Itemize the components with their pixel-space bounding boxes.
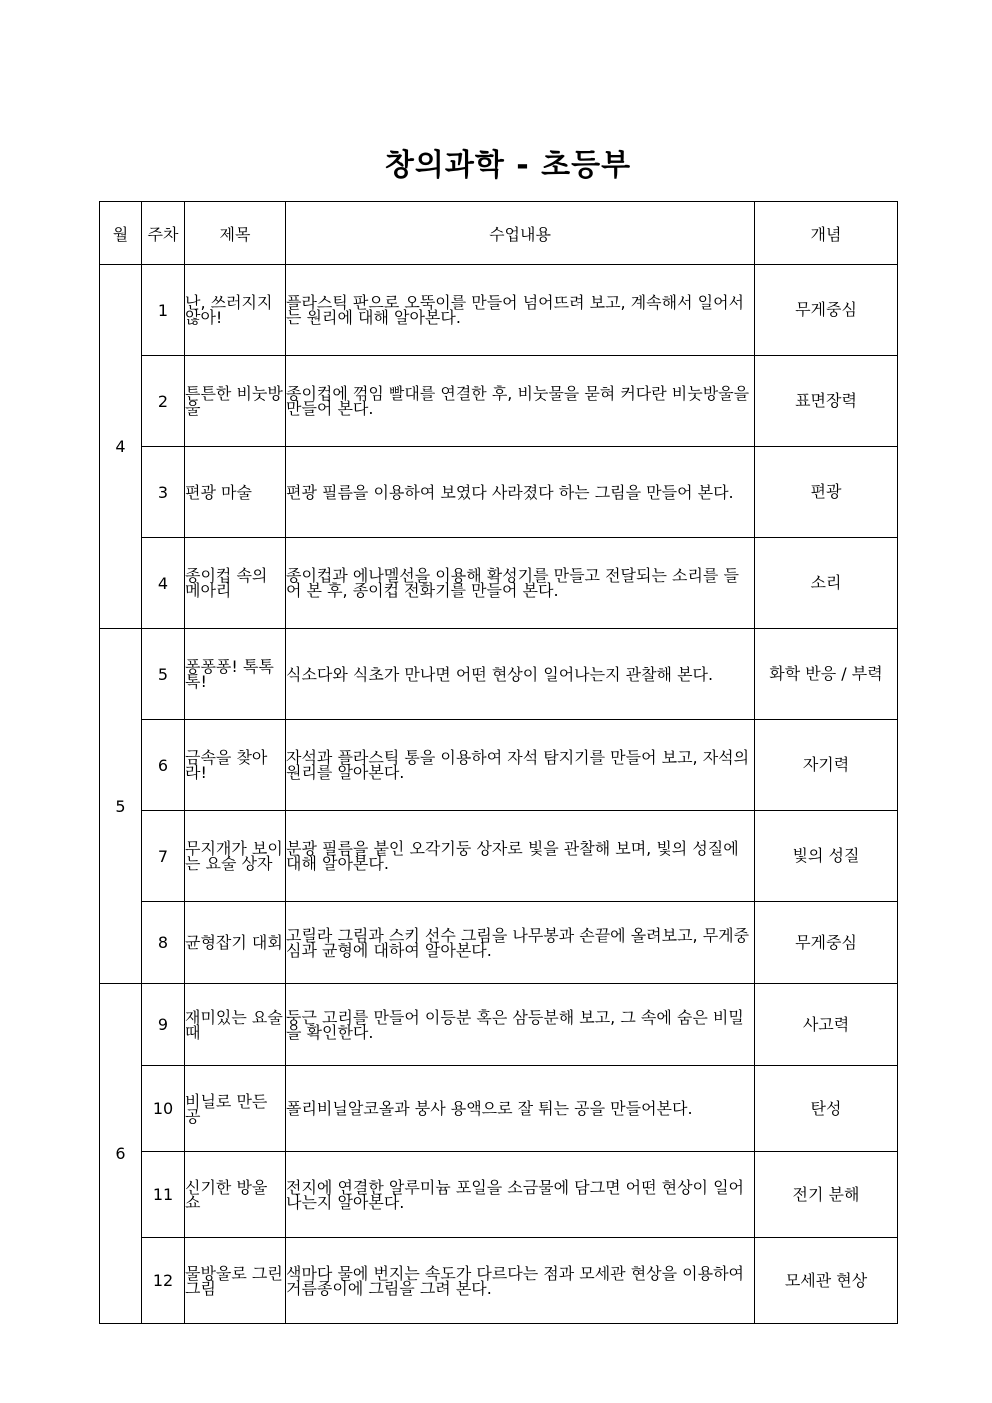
week-cell: 10: [142, 1066, 185, 1152]
content-cell: 편광 필름을 이용하여 보였다 사라졌다 하는 그림을 만들어 본다.: [286, 447, 755, 538]
table-row: [100, 356, 898, 447]
week-cell: 5: [142, 629, 185, 720]
table-row: [100, 984, 898, 1066]
content-cell: 분광 필름을 붙인 오각기둥 상자로 빛을 관찰해 보며, 빛의 성질에 대해 알아본다.: [286, 811, 755, 902]
concept-cell: 소리: [755, 538, 898, 629]
week-cell: 12: [142, 1238, 185, 1324]
content-cell: 종이컵과 에나멜선을 이용해 확성기를 만들고 전달되는 소리를 들어 본 후, 종이컵 전화기를 만들어 본다.: [286, 538, 755, 629]
page-title: 창의과학 - 초등부: [384, 148, 632, 183]
concept-cell: 탄성: [755, 1066, 898, 1152]
table-row: [100, 629, 898, 720]
concept-cell: 무게중심: [755, 902, 898, 984]
concept-cell: 화학 반응 / 부력: [755, 629, 898, 720]
concept-cell: 빛의 성질: [755, 811, 898, 902]
subject-cell: 비닐로 만든 공: [185, 1066, 286, 1152]
subject-cell: 금속을 찾아라!: [185, 720, 286, 811]
week-cell: 11: [142, 1152, 185, 1238]
header-concept: 개념: [755, 202, 898, 265]
subject-cell: 종이컵 속의 메아리: [185, 538, 286, 629]
table-row: [100, 447, 898, 538]
week-cell: 8: [142, 902, 185, 984]
subject-cell: 재미있는 요술 때: [185, 984, 286, 1066]
subject-cell: 물방울로 그린 그림: [185, 1238, 286, 1324]
content-cell: 고릴라 그림과 스키 선수 그림을 나무봉과 손끝에 올려보고, 무게중심과 균형에 대하여 알아본다.: [286, 902, 755, 984]
table-row: [100, 811, 898, 902]
subject-cell: 난, 쓰러지지 않아!: [185, 265, 286, 356]
subject-cell: 무지개가 보이는 요술 상자: [185, 811, 286, 902]
header-row: [100, 202, 898, 265]
table-row: [100, 902, 898, 984]
content-cell: 색마다 물에 번지는 속도가 다르다는 점과 모세관 현상을 이용하여 거름종이에 그림을 그려 본다.: [286, 1238, 755, 1324]
table-row: [100, 538, 898, 629]
concept-cell: 전기 분해: [755, 1152, 898, 1238]
month-cell: 6: [100, 984, 142, 1324]
concept-cell: 편광: [755, 447, 898, 538]
week-cell: 9: [142, 984, 185, 1066]
header-week: 주차: [142, 202, 185, 265]
concept-cell: 자기력: [755, 720, 898, 811]
table-row: [100, 1238, 898, 1324]
week-cell: 7: [142, 811, 185, 902]
schedule-table: [99, 201, 898, 1324]
header-month: 월: [100, 202, 142, 265]
concept-cell: 사고력: [755, 984, 898, 1066]
subject-cell: 퐁퐁퐁! 톡톡톡!: [185, 629, 286, 720]
content-cell: 전지에 연결한 알루미늄 포일을 소금물에 담그면 어떤 현상이 일어나는지 알아본다.: [286, 1152, 755, 1238]
month-cell: 5: [100, 629, 142, 984]
content-cell: 폴리비닐알코올과 붕사 용액으로 잘 튀는 공을 만들어본다.: [286, 1066, 755, 1152]
week-cell: 1: [142, 265, 185, 356]
week-cell: 6: [142, 720, 185, 811]
content-cell: 플라스틱 판으로 오뚝이를 만들어 넘어뜨려 보고, 계속해서 일어서는 원리에 대해 알아본다.: [286, 265, 755, 356]
week-cell: 3: [142, 447, 185, 538]
table-row: [100, 720, 898, 811]
content-cell: 자석과 플라스틱 통을 이용하여 자석 탐지기를 만들어 보고, 자석의 원리를 알아본다.: [286, 720, 755, 811]
header-content: 수업내용: [286, 202, 755, 265]
week-cell: 2: [142, 356, 185, 447]
concept-cell: 무게중심: [755, 265, 898, 356]
concept-cell: 표면장력: [755, 356, 898, 447]
week-cell: 4: [142, 538, 185, 629]
content-cell: 둥근 고리를 만들어 이등분 혹은 삼등분해 보고, 그 속에 숨은 비밀을 확인한다.: [286, 984, 755, 1066]
table-row: [100, 1152, 898, 1238]
subject-cell: 편광 마술: [185, 447, 286, 538]
month-cell: 4: [100, 265, 142, 629]
subject-cell: 튼튼한 비눗방울: [185, 356, 286, 447]
table-row: [100, 1066, 898, 1152]
subject-cell: 균형잡기 대회: [185, 902, 286, 984]
table-row: [100, 265, 898, 356]
subject-cell: 신기한 방울 쇼: [185, 1152, 286, 1238]
header-subject: 제목: [185, 202, 286, 265]
concept-cell: 모세관 현상: [755, 1238, 898, 1324]
content-cell: 종이컵에 꺾임 빨대를 연결한 후, 비눗물을 묻혀 커다란 비눗방울을 만들어 본다.: [286, 356, 755, 447]
content-cell: 식소다와 식초가 만나면 어떤 현상이 일어나는지 관찰해 본다.: [286, 629, 755, 720]
